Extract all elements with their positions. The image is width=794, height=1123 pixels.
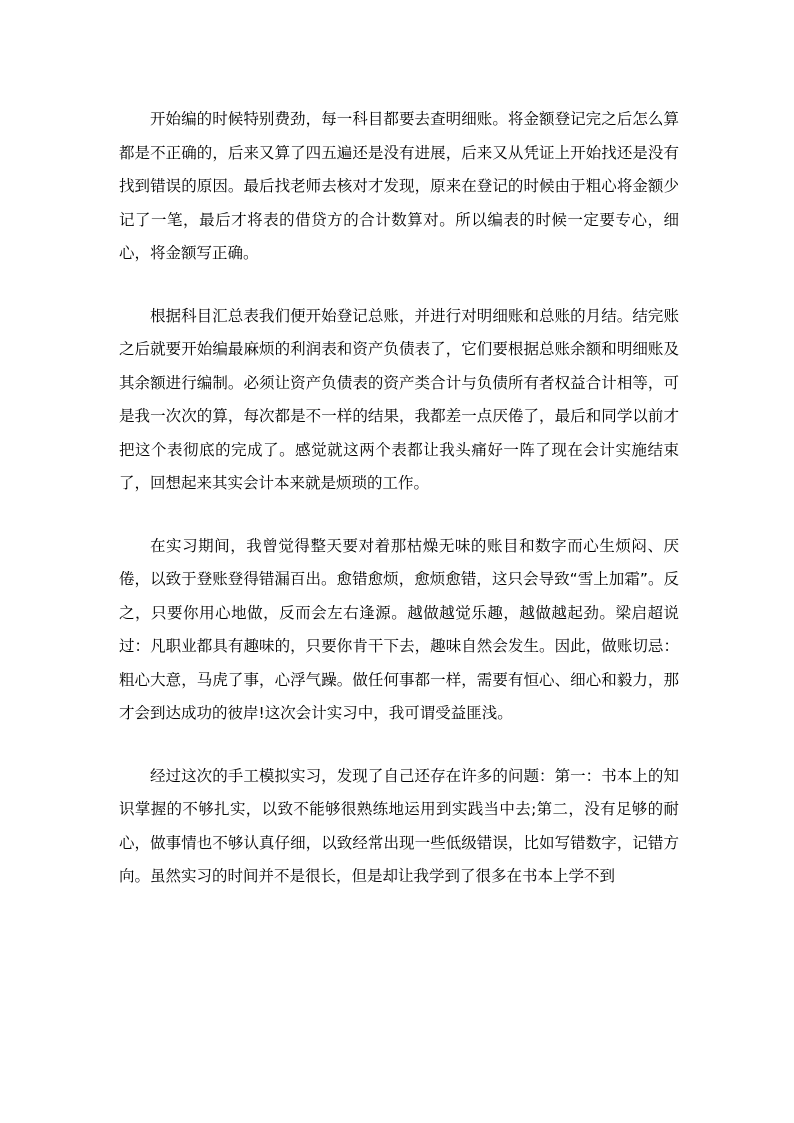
paragraph-1: 开始编的时候特别费劲，每一科目都要去查明细账。将金额登记完之后怎么算都是不正确的，后来又算了四五遍还是没有进展，后来又从凭证上开始找还是没有找到错误的原因。最后找老师去核对才发现，原来在登记的时候由于粗心将金额少记了一笔，最后才将表的借贷方的合计数算对。所以编表的时候一定要专心，细心，将金额写正确。: [119, 110, 679, 262]
paragraph-4: 经过这次的手工模拟实习，发现了自己还存在许多的问题：第一：书本上的知识掌握的不够扎实，以致不能够很熟练地运用到实践当中去;第二，没有足够的耐心，做事情也不够认真仔细，以致经常出现一些低级错误，比如写错数字，记错方向。虽然实习的时间并不是很长，但是却让我学到了很多在书本上学不到: [119, 766, 679, 885]
document-body: [119, 103, 679, 923]
paragraph-2: 根据科目汇总表我们便开始登记总账，并进行对明细账和总账的月结。结完账之后就要开始编最麻烦的利润表和资产负债表了，它们要根据总账余额和明细账及其余额进行编制。必须让资产负债表的资产类合计与负债所有者权益合计相等，可是我一次次的算，每次都是不一样的结果，我都差一点厌倦了，最后和同学以前才把这个表彻底的完成了。感觉就这两个表都让我头痛好一阵了现在会计实施结束了，回想起来其实会计本来就是烦琐的工作。: [119, 306, 679, 492]
paragraph-3: 在实习期间，我曾觉得整天要对着那枯燥无味的账目和数字而心生烦闷、厌倦，以致于登账登得错漏百出。愈错愈烦，愈烦愈错，这只会导致“雪上加霜”。反之，只要你用心地做，反而会左右逢源。越做越觉乐趣，越做越起劲。梁启超说过：凡职业都具有趣味的，只要你肯干下去，趣味自然会发生。因此，做账切忌：粗心大意，马虎了事，心浮气躁。做任何事都一样，需要有恒心、细心和毅力，那才会到达成功的彼岸!这次会计实习中，我可谓受益匪浅。: [119, 536, 679, 722]
